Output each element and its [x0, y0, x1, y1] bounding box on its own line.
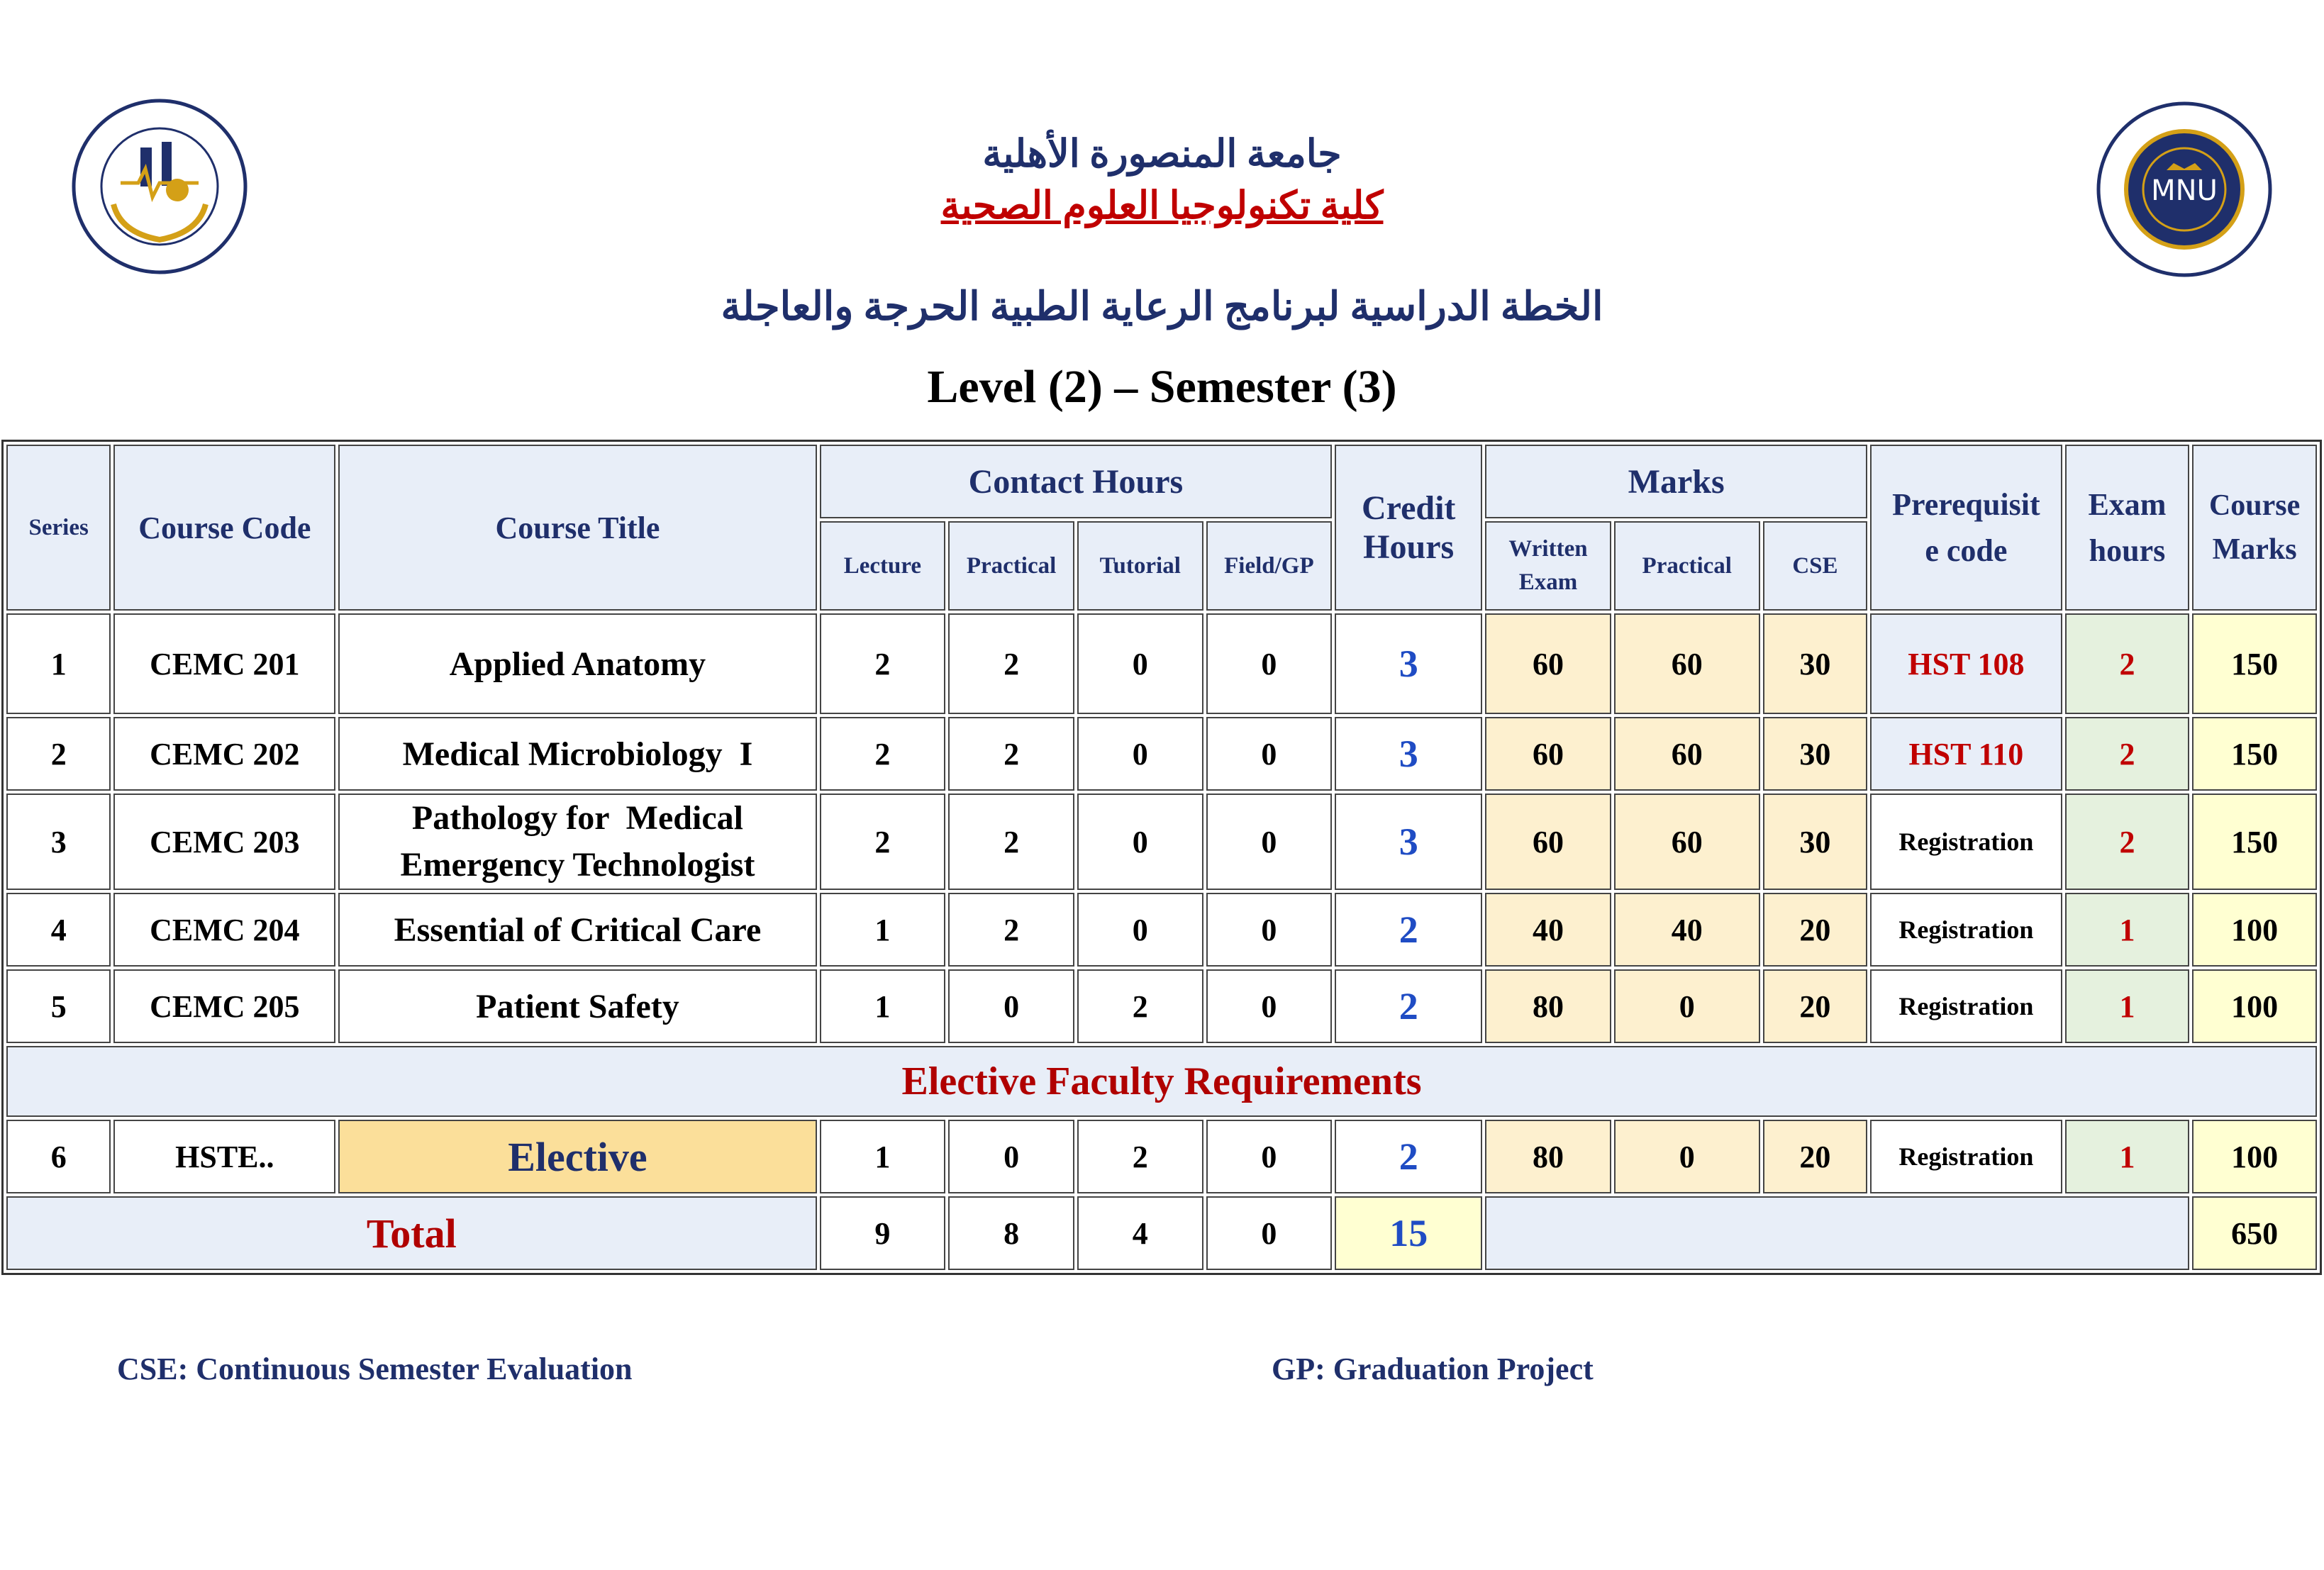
course-plan-table [1, 440, 2322, 1275]
cell-marks-practical: 0 [1614, 1120, 1760, 1193]
cell-tutorial: 2 [1077, 969, 1203, 1043]
cell-code: CEMC 205 [113, 969, 335, 1043]
cell-code: CEMC 201 [113, 613, 335, 714]
cell-prereq: HST 108 [1870, 613, 2062, 714]
header-exam-line2: hours [2089, 533, 2166, 568]
header-written-line2: Exam [1518, 569, 1578, 595]
cell-cse: 30 [1763, 717, 1867, 791]
cell-exam-hours: 2 [2065, 794, 2190, 890]
cell-code: CEMC 204 [113, 893, 335, 967]
cell-series: 4 [6, 893, 111, 967]
cell-series: 1 [6, 613, 111, 714]
cell-field: 0 [1206, 893, 1333, 967]
header-written-line1: Written [1508, 536, 1588, 562]
cell-prereq: Registration [1870, 969, 2062, 1043]
cell-series: 2 [6, 717, 111, 791]
cell-written: 60 [1485, 717, 1611, 791]
cell-code: HSTE.. [113, 1120, 335, 1193]
cell-field: 0 [1206, 717, 1333, 791]
header-series: Series [6, 445, 111, 611]
cell-tutorial: 0 [1077, 717, 1203, 791]
cell-code: CEMC 203 [113, 794, 335, 890]
cell-field: 0 [1206, 969, 1333, 1043]
table-row [6, 794, 2317, 890]
cell-tutorial: 0 [1077, 613, 1203, 714]
total-empty-span [1485, 1196, 2189, 1270]
header-contact-hours: Contact Hours [820, 445, 1333, 518]
cell-series: 3 [6, 794, 111, 890]
cell-lecture: 1 [820, 1120, 946, 1193]
cell-written: 60 [1485, 794, 1611, 890]
faculty-name [0, 183, 2324, 228]
cell-exam-hours: 2 [2065, 613, 2190, 714]
header-tutorial: Tutorial [1077, 521, 1203, 611]
header-marks-practical: Practical [1614, 521, 1760, 611]
cell-practical: 0 [948, 1120, 1074, 1193]
header-marks: Marks [1485, 445, 1867, 518]
header-prereq-line1: Prerequisit [1892, 487, 2040, 522]
table-row [6, 969, 2317, 1043]
cell-practical: 2 [948, 717, 1074, 791]
cell-credit: 3 [1335, 613, 1482, 714]
header-credit-hours [1335, 445, 1482, 611]
total-row [6, 1196, 2317, 1270]
cell-cse: 30 [1763, 794, 1867, 890]
total-tutorial: 4 [1077, 1196, 1203, 1270]
cell-credit: 2 [1335, 969, 1482, 1043]
cell-practical: 2 [948, 613, 1074, 714]
cell-exam-hours: 1 [2065, 1120, 2190, 1193]
cell-marks-practical: 60 [1614, 613, 1760, 714]
table-row [6, 717, 2317, 791]
cell-lecture: 1 [820, 969, 946, 1043]
cell-credit: 2 [1335, 893, 1482, 967]
cell-lecture: 2 [820, 717, 946, 791]
university-name: جامعة المنصورة الأهلية [982, 133, 1342, 175]
cell-written: 80 [1485, 1120, 1611, 1193]
cell-cse: 20 [1763, 969, 1867, 1043]
cell-written: 80 [1485, 969, 1611, 1043]
cell-course-marks: 100 [2192, 893, 2317, 967]
cell-exam-hours: 2 [2065, 717, 2190, 791]
header-credit-line2: Hours [1363, 528, 1455, 566]
cell-course-marks: 100 [2192, 969, 2317, 1043]
cell-practical: 2 [948, 794, 1074, 890]
cell-practical: 2 [948, 893, 1074, 967]
cell-marks-practical: 60 [1614, 794, 1760, 890]
cell-credit: 3 [1335, 794, 1482, 890]
header-exam-line1: Exam [2088, 487, 2167, 522]
cell-credit: 2 [1335, 1120, 1482, 1193]
cell-title [338, 794, 816, 890]
cell-course-marks: 150 [2192, 794, 2317, 890]
total-field: 0 [1206, 1196, 1333, 1270]
cell-field: 0 [1206, 613, 1333, 714]
cell-title-line1: Pathology for Medical [411, 799, 743, 837]
total-credit: 15 [1335, 1196, 1482, 1270]
elective-section-title: Elective Faculty Requirements [6, 1046, 2317, 1117]
cell-tutorial: 0 [1077, 794, 1203, 890]
cell-lecture: 2 [820, 613, 946, 714]
cse-note: CSE: Continuous Semester Evaluation [117, 1352, 633, 1386]
cell-title: Elective [338, 1120, 816, 1193]
faculty-name-text: كلية تكنولوجيا العلوم الصحية [940, 184, 1384, 227]
cell-exam-hours: 1 [2065, 969, 2190, 1043]
cell-course-marks: 150 [2192, 613, 2317, 714]
header-practical: Practical [948, 521, 1074, 611]
cell-credit: 3 [1335, 717, 1482, 791]
total-course-marks: 650 [2192, 1196, 2317, 1270]
cell-written: 60 [1485, 613, 1611, 714]
gp-note: GP: Graduation Project [1272, 1352, 1594, 1386]
cell-title: Patient Safety [338, 969, 816, 1043]
cell-prereq: HST 110 [1870, 717, 2062, 791]
cell-cse: 20 [1763, 1120, 1867, 1193]
header-prereq-line2: e code [1925, 533, 2008, 568]
cell-field: 0 [1206, 794, 1333, 890]
header-exam-hours [2065, 445, 2190, 611]
plan-title: الخطة الدراسية لبرنامج الرعاية الطبية الحرجة والعاجلة [721, 285, 1603, 329]
total-practical: 8 [948, 1196, 1074, 1270]
header-course-marks-line2: Marks [2212, 533, 2297, 566]
cell-course-marks: 100 [2192, 1120, 2317, 1193]
cell-cse: 30 [1763, 613, 1867, 714]
header-prerequisite [1870, 445, 2062, 611]
cell-lecture: 1 [820, 893, 946, 967]
cell-marks-practical: 60 [1614, 717, 1760, 791]
cell-code: CEMC 202 [113, 717, 335, 791]
university-monogram: MNU [2151, 174, 2218, 207]
table-row [6, 1120, 2317, 1193]
cell-marks-practical: 0 [1614, 969, 1760, 1043]
header-credit-line1: Credit [1361, 489, 1456, 527]
header-written-exam [1485, 521, 1611, 611]
cell-exam-hours: 1 [2065, 893, 2190, 967]
cell-title: Medical Microbiology I [338, 717, 816, 791]
cell-title: Essential of Critical Care [338, 893, 816, 967]
table-row [6, 613, 2317, 714]
table-row [6, 893, 2317, 967]
cell-practical: 0 [948, 969, 1074, 1043]
header-field-gp: Field/GP [1206, 521, 1333, 611]
header-lecture: Lecture [820, 521, 946, 611]
cell-tutorial: 2 [1077, 1120, 1203, 1193]
cell-prereq: Registration [1870, 794, 2062, 890]
cell-course-marks: 150 [2192, 717, 2317, 791]
cell-series: 5 [6, 969, 111, 1043]
cell-marks-practical: 40 [1614, 893, 1760, 967]
cell-cse: 20 [1763, 893, 1867, 967]
cell-field: 0 [1206, 1120, 1333, 1193]
total-lecture: 9 [820, 1196, 946, 1270]
level-semester-title: Level (2) – Semester (3) [927, 361, 1397, 413]
cell-series: 6 [6, 1120, 111, 1193]
header-course-marks [2192, 445, 2317, 611]
cell-title-line2: Emergency Technologist [400, 846, 755, 884]
header-cse: CSE [1763, 521, 1867, 611]
header-course-title: Course Title [338, 445, 816, 611]
cell-prereq: Registration [1870, 893, 2062, 967]
cell-lecture: 2 [820, 794, 946, 890]
total-label: Total [6, 1196, 817, 1270]
header-course-code: Course Code [113, 445, 335, 611]
cell-prereq: Registration [1870, 1120, 2062, 1193]
cell-tutorial: 0 [1077, 893, 1203, 967]
cell-title: Applied Anatomy [338, 613, 816, 714]
header-course-marks-line1: Course [2208, 489, 2301, 522]
cell-written: 40 [1485, 893, 1611, 967]
